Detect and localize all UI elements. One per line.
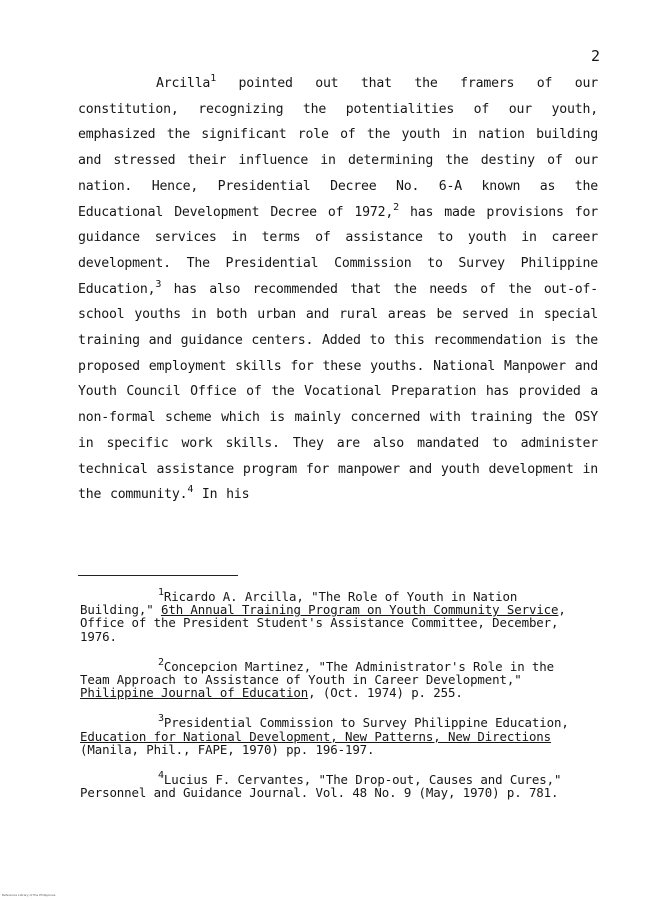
footnote-4 — [80, 770, 590, 801]
text-segment-3: has made provisions for guidance services in terms of assistance to youth in career development. The Presidential Commission to Survey Philippine Education, — [78, 204, 599, 297]
footnote-3 — [80, 713, 590, 757]
footnote-ref-2: 2 — [393, 201, 399, 213]
footnote-1 — [80, 587, 590, 644]
footnote-ref-4: 4 — [187, 484, 194, 496]
footnote-source-title: Education for National Development, New Patterns, New Directions — [80, 728, 552, 744]
footnote-mark: 2 — [158, 656, 164, 668]
library-stamp: Reference Library of the Philippines — [2, 893, 56, 897]
footnote-text: Concepcion Martinez, "The Administrator's Role in the Team Approach to Assistance of Youth in Career Development," — [80, 658, 554, 688]
footnote-ref-1: 1 — [210, 73, 217, 84]
footnote-text: Presidential Commission to Survey Philippine Education, — [163, 715, 569, 731]
footnote-text-end: (Manila, Phil., FAPE, 1970) pp. 196-197. — [80, 741, 375, 757]
page-number: 2 — [591, 47, 601, 65]
footnote-2 — [80, 656, 590, 701]
footnote-text-end: , Office of the President Student's Assistance Committee, December, 1976. — [80, 602, 566, 644]
footnote-text: Lucius F. Cervantes, "The Drop-out, Causes and Cures," Personnel and Guidance Journal. Vol. 48 No. 9 (May, 1970) p. 781. — [80, 772, 562, 801]
footnote-ref-3: 3 — [155, 278, 162, 290]
footnote-divider — [78, 575, 238, 576]
footnotes — [80, 587, 590, 816]
footnote-source-title: 6th Annual Training Program on Youth Community Service — [160, 602, 559, 618]
footnote-source-title: Philippine Journal of Education — [80, 685, 309, 701]
footnote-text-end: , (Oct. 1974) p. 255. — [308, 685, 463, 701]
footnote-text: Ricardo A. Arcilla, "The Role of Youth in Nation Building," — [80, 589, 518, 618]
body-paragraph — [78, 71, 598, 508]
footnote-mark: 3 — [158, 713, 164, 725]
text-segment-5: In his — [193, 487, 250, 503]
text-segment-4: has also recommended that the needs of the out-of-school youths in both urban and rural areas be served in special training and guidance centers. Added to this recommendation is the proposed employment skills for these youths. National Manpower and Youth Council Office of the Vocational Preparation has provided a non-formal scheme which is mainly concerned with training the OSY in specific work skills. They are also mandated to administer technical assistance program for manpower and youth development in the community. — [78, 281, 598, 503]
footnote-mark: 1 — [158, 587, 164, 598]
footnote-mark: 4 — [158, 770, 164, 782]
text-segment-1: Arcilla — [156, 76, 211, 91]
text-segment-2: pointed out that the framers of our constitution, recognizing the potentialities of our youth, emphasized the significant role of the youth in nation building and stressed their influence in determining the destiny of our nation. Hence, Presidential Decree No. 6-A known as the Educational Development Decree of 1972, — [78, 76, 598, 220]
